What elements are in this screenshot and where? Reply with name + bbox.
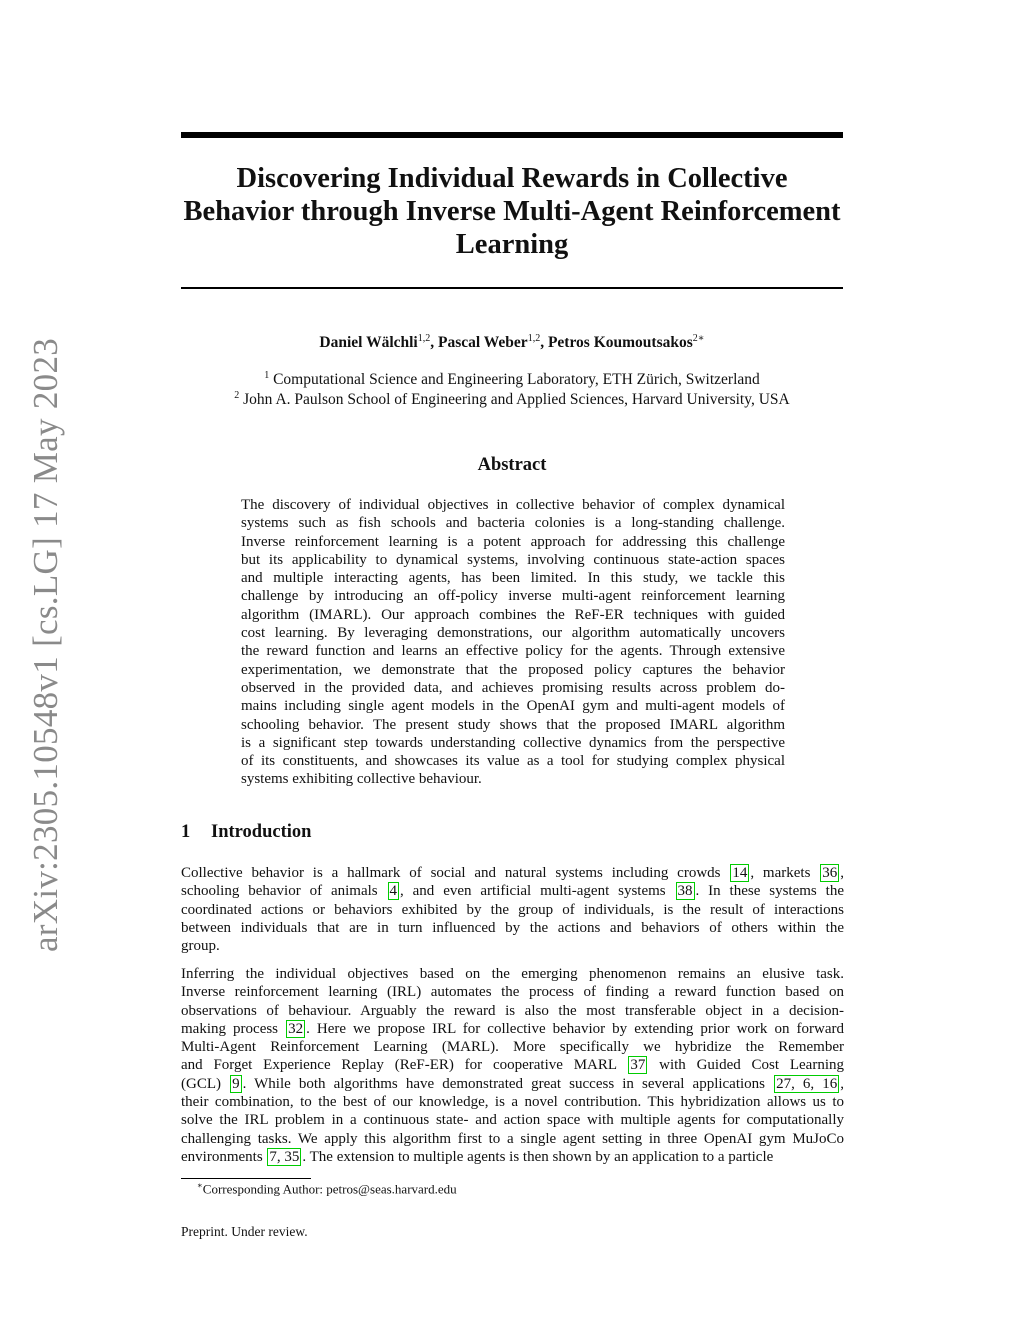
- title-line: Learning: [455, 229, 569, 260]
- paragraph-line: [181, 965, 844, 983]
- affiliation-text: John A. Paulson School of Engineering and Applied Sciences, Harvard University, USA: [239, 391, 790, 409]
- text-run: schooling behavior of animals: [181, 883, 387, 900]
- citation-link[interactable]: 7, 35: [269, 1148, 300, 1165]
- text-run: challenging tasks. We apply this algorithm first to a single agent setting in three OpenAI gym MuJoCo: [181, 1130, 844, 1147]
- title-line: Discovering Individual Rewards in Collective: [236, 163, 788, 194]
- paragraph-line: [181, 1002, 844, 1020]
- affiliation-mark: 2: [234, 390, 240, 401]
- author-separator: ,: [540, 334, 548, 352]
- author-name: Pascal Weber: [438, 334, 528, 352]
- text-run: Inverse reinforcement learning (IRL) automates the process of finding a reward function based on: [181, 984, 844, 1001]
- affiliation-text: Computational Science and Engineering Laboratory, ETH Zürich, Switzerland: [269, 371, 760, 389]
- paragraph-line: [181, 983, 844, 1001]
- text-run: Multi-Agent Reinforcement Learning (MARL). More specifically we hybridize the Remember: [181, 1039, 844, 1056]
- text-run: ,: [840, 865, 844, 881]
- abstract-line: systems such as fish schools and bacteria colonies is a long-standing challenge.: [241, 515, 785, 532]
- abstract-line: schooling behavior. The present study shows that the proposed IMARL algorithm: [241, 716, 785, 733]
- paragraph-line: [181, 882, 844, 900]
- paragraph-line: [181, 1075, 844, 1093]
- abstract-line: algorithm (IMARL). Our approach combines the ReF-ER techniques with guided: [241, 606, 785, 623]
- paper-title: [160, 162, 864, 261]
- citation-link[interactable]: 14: [732, 865, 748, 881]
- footnote-text: Corresponding Author: petros@seas.harvard.edu: [202, 1181, 457, 1197]
- text-run: . The extension to multiple agents is then shown by an application to a particle: [302, 1148, 774, 1165]
- paragraph-line: [181, 919, 844, 937]
- author-list: [181, 333, 843, 352]
- text-run: observations of behaviour. Arguably the reward is also the most transferable object in a decision-: [181, 1002, 844, 1019]
- title-line: Behavior through Inverse Multi-Agent Reinforcement: [183, 196, 841, 227]
- abstract-line: experimentation, we demonstrate that the proposed policy captures the behavior: [241, 661, 785, 678]
- footnote-rule: [181, 1178, 311, 1179]
- text-run: coordinated actions or behaviors exhibited by the group of individuals, is the result of interactions: [181, 901, 844, 918]
- abstract-line: and multiple interacting agents, has been limited. In this study, we tackle this: [241, 570, 785, 587]
- affiliation-mark: 1: [264, 370, 270, 381]
- text-run: Collective behavior is a hallmark of social and natural systems including crowds: [181, 865, 730, 881]
- abstract-line: is a significant step towards understanding collective dynamics from the perspective: [241, 734, 785, 751]
- abstract-line: observed in the provided data, and achieves promising results across problem do-: [241, 679, 785, 696]
- title-bottom-rule: [181, 287, 843, 289]
- intro-paragraph: [181, 965, 844, 1166]
- citation-link[interactable]: 36: [822, 865, 838, 881]
- arxiv-identifier-text: arXiv:2305.10548v1 [cs.LG] 17 May 2023: [26, 337, 65, 953]
- author-affiliation-mark: 2∗: [692, 333, 705, 344]
- section-heading: [181, 822, 311, 843]
- text-run: between individuals that are in turn influenced by the actions and behaviors of others within the: [181, 919, 844, 936]
- text-run: solve the IRL problem in a continuous state- and action space with multiple agents for computationally: [181, 1112, 844, 1129]
- paragraph-line: [181, 1020, 844, 1038]
- text-run: Inferring the individual objectives based on the emerging phenomenon remains an elusive task.: [181, 966, 844, 982]
- text-run: and Forget Experience Replay (ReF-ER) for cooperative MARL: [181, 1057, 628, 1074]
- abstract-heading: Abstract: [477, 455, 547, 475]
- paragraph-line: [181, 1038, 844, 1056]
- author-name: Daniel Wälchli: [319, 334, 418, 352]
- citation-link[interactable]: 38: [677, 883, 693, 900]
- paragraph-line: [181, 1056, 844, 1074]
- text-run: their combination, to the best of our knowledge, is a novel contribution. This hybridization allows us to: [181, 1094, 844, 1111]
- text-run: . While both algorithms have demonstrated great success in several applications: [242, 1075, 774, 1092]
- abstract-line: challenge by introducing an off-policy inverse multi-agent reinforcement learning: [241, 588, 785, 605]
- abstract-line: of its constituents, and showcases its value as a tool for studying complex physical: [241, 753, 785, 770]
- abstract-line: the reward function and learns an effective policy for the agents. Through extensive: [241, 643, 785, 660]
- section-title: Introduction: [211, 822, 312, 842]
- text-run: . Here we propose IRL for collective behavior by extending prior work on forward: [306, 1020, 844, 1037]
- paragraph-line: [181, 1093, 844, 1111]
- text-run: . In these systems the: [695, 883, 844, 900]
- footnote: [197, 1180, 457, 1197]
- section-number: 1: [181, 822, 191, 842]
- citation-link[interactable]: 27, 6, 16: [776, 1075, 838, 1092]
- abstract-line: cost learning. By leveraging demonstrations, our algorithm automatically uncovers: [241, 625, 785, 642]
- text-run: , markets: [750, 865, 820, 881]
- text-run: (GCL): [181, 1075, 230, 1092]
- paragraph-line: [181, 1130, 844, 1148]
- paragraph-line: [181, 937, 844, 955]
- citation-link[interactable]: 9: [232, 1075, 240, 1092]
- text-run: , and even artificial multi-agent systems: [400, 883, 675, 900]
- abstract-line: mains including single agent models in the OpenAI gym and multi-agent models of: [241, 698, 785, 715]
- abstract-line: systems exhibiting collective behaviour.: [241, 771, 482, 788]
- abstract-line: but its applicability to dynamical systems, involving continuous state-action spaces: [241, 551, 785, 568]
- paragraph-line: [181, 901, 844, 919]
- footnote-mark: ∗: [197, 1180, 203, 1190]
- preprint-note: Preprint. Under review.: [181, 1224, 308, 1239]
- intro-paragraph: [181, 864, 844, 955]
- paragraph-line: [181, 1111, 844, 1129]
- text-run: group.: [181, 938, 220, 955]
- author-name: Petros Koumoutsakos: [547, 334, 693, 352]
- author-separator: ,: [430, 334, 438, 352]
- arxiv-identifier-stamp: [18, 337, 74, 953]
- text-run: ,: [840, 1075, 844, 1092]
- text-run: environments: [181, 1148, 267, 1165]
- abstract-line: Inverse reinforcement learning is a potent approach for addressing this challenge: [241, 533, 785, 550]
- author-affiliation-mark: 1,2: [417, 333, 431, 344]
- text-run: with Guided Cost Learning: [648, 1057, 844, 1074]
- affiliation: [181, 390, 843, 409]
- abstract-body: [241, 496, 785, 789]
- citation-link[interactable]: 32: [288, 1020, 304, 1037]
- citation-link[interactable]: 4: [389, 883, 398, 900]
- paragraph-line: [181, 1148, 844, 1166]
- affiliation: [181, 370, 843, 389]
- paragraph-line: [181, 864, 844, 882]
- citation-link[interactable]: 37: [630, 1057, 646, 1074]
- title-top-rule: [181, 132, 843, 138]
- abstract-line: The discovery of individual objectives in collective behavior of complex dynamical: [241, 497, 785, 513]
- text-run: making process: [181, 1020, 286, 1037]
- author-affiliation-mark: 1,2: [527, 333, 541, 344]
